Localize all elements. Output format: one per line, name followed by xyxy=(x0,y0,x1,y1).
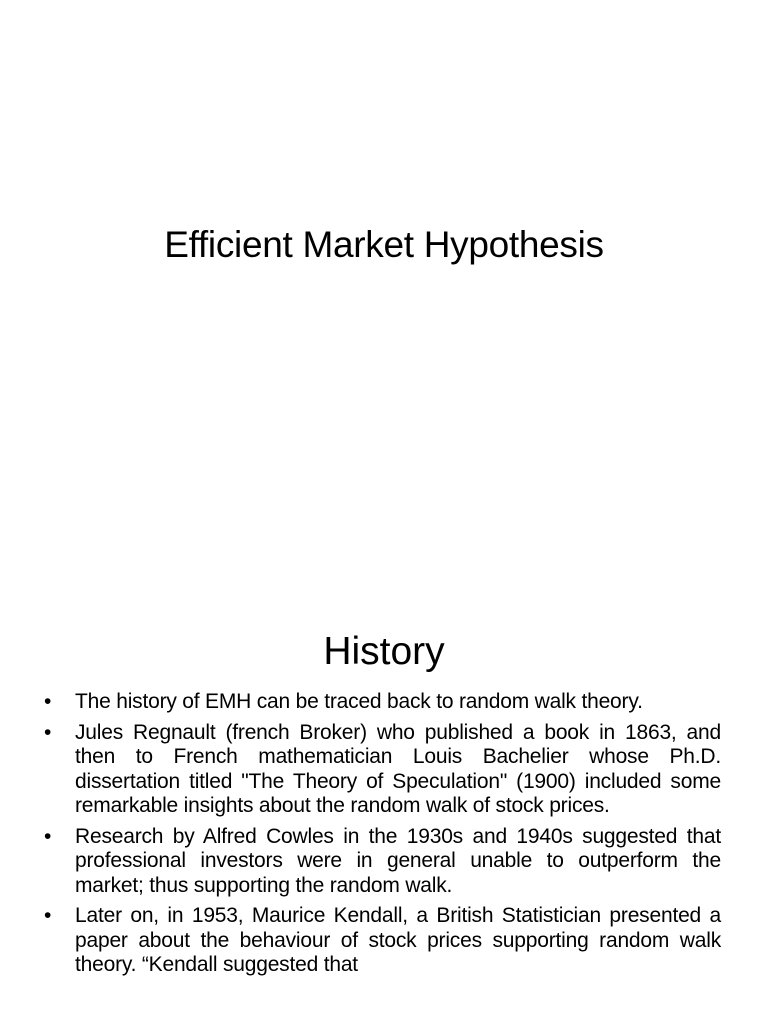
bullet-text: The history of EMH can be traced back to random walk theory. xyxy=(75,690,643,713)
bullet-text: Later on, in 1953, Maurice Kendall, a British Statistician presented a paper about the behaviour of stock prices supporting random walk theory. “Kendall suggested that xyxy=(75,904,721,976)
bullet-item xyxy=(0,825,768,899)
bullet-item xyxy=(0,904,768,978)
bullet-item xyxy=(0,690,768,715)
bullet-icon: • xyxy=(44,824,52,848)
bullet-icon: • xyxy=(44,720,52,744)
bullet-text: Research by Alfred Cowles in the 1930s and 1940s suggested that professional investors were in general unable to outperform the market; thus supporting the random walk. xyxy=(75,824,721,897)
slide-heading: History xyxy=(323,630,445,673)
history-slide xyxy=(0,578,768,1024)
bullet-list xyxy=(0,690,768,984)
bullet-icon: • xyxy=(44,690,52,713)
bullet-icon: • xyxy=(44,904,52,927)
bullet-text: Jules Regnault (french Broker) who published a book in 1863, and then to French mathematician Louis Bachelier whose Ph.D. dissertation titled "The Theory of Speculation" (1900) included some remarkable insights about the random walk of stock prices. xyxy=(75,720,721,817)
bullet-item xyxy=(0,721,768,819)
slide-title: Efficient Market Hypothesis xyxy=(164,224,604,265)
